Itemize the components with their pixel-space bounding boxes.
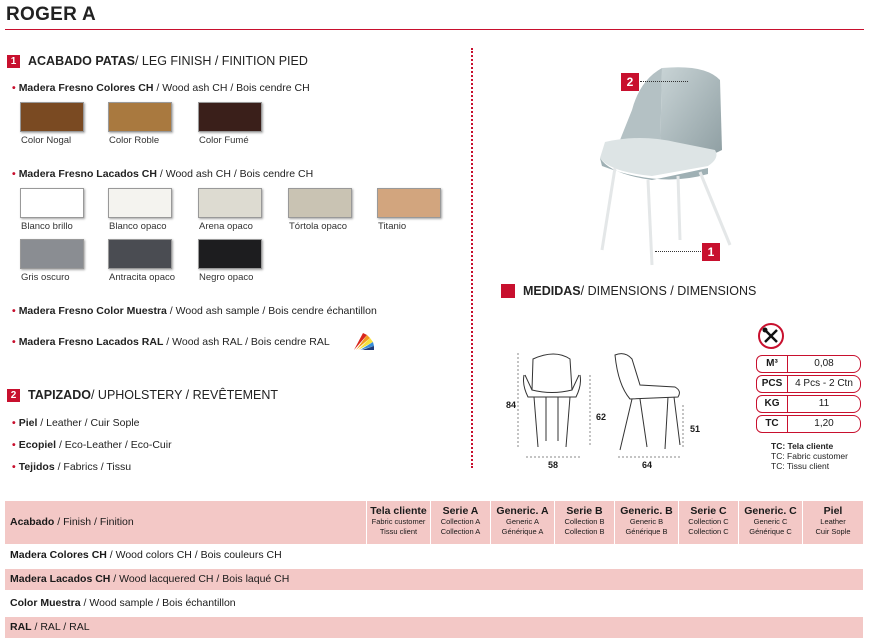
spec-value: 1,20 <box>788 415 861 433</box>
swatch-color-fume[interactable] <box>198 102 262 132</box>
swatch-color-roble[interactable] <box>108 102 172 132</box>
table-col-piel: Piel Leather Cuir Sople <box>802 501 863 544</box>
ral-color-fan-icon <box>351 330 377 352</box>
table-col-serie-b: Serie B Collection B Collection B <box>554 501 614 544</box>
swatch-label: Blanco opaco <box>109 221 167 232</box>
table-row: Madera Lacados CH / Wood lacquered CH / Bois laqué CH <box>5 569 863 590</box>
swatch-tortola-opaco[interactable] <box>288 188 352 218</box>
swatch-titanio[interactable] <box>377 188 441 218</box>
swatch-blanco-opaco[interactable] <box>108 188 172 218</box>
spec-value: 4 Pcs - 2 Ctn <box>788 375 861 393</box>
section-number-1: 1 <box>7 55 20 68</box>
tools-icon <box>758 323 784 349</box>
group-wood-ral-label: • Madera Fresno Lacados RAL / Wood ash RAL / Bois cendre RAL <box>12 336 330 348</box>
swatch-blanco-brillo[interactable] <box>20 188 84 218</box>
upholstery-item-leather: • Piel / Leather / Cuir Sople <box>12 417 140 429</box>
swatch-label: Negro opaco <box>199 272 254 283</box>
swatch-label: Gris oscuro <box>21 272 70 283</box>
swatch-label: Arena opaco <box>199 221 253 232</box>
dim-side-seat-height: 51 <box>690 424 701 434</box>
spec-value: 0,08 <box>788 355 861 373</box>
dim-side-height: 62 <box>596 412 607 422</box>
page-title: ROGER A <box>6 4 97 25</box>
swatch-arena-opaco[interactable] <box>198 188 262 218</box>
dimensions-marker <box>501 284 515 298</box>
table-col-generic-b: Generic. B Generic B Générique B <box>614 501 678 544</box>
upholstery-item-eco-leather: • Ecopiel / Eco-Leather / Eco-Cuir <box>12 439 172 451</box>
swatch-label: Titanio <box>378 221 407 232</box>
finish-table-first-header: Acabado / Finish / Finition <box>10 516 134 528</box>
spec-key: PCS <box>756 375 788 393</box>
group-wood-lacquered-label: • Madera Fresno Lacados CH / Wood ash CH / Bois cendre CH <box>12 168 314 180</box>
swatch-label: Blanco brillo <box>21 221 73 232</box>
tc-note: TC: Tela cliente TC: Fabric customer TC: Tissu client <box>771 441 848 471</box>
table-col-tela-cliente: Tela cliente Fabric customer Tissu client <box>366 501 430 544</box>
swatch-label: Tórtola opaco <box>289 221 348 232</box>
swatch-antracita-opaco[interactable] <box>108 239 172 269</box>
section-number-2: 2 <box>7 389 20 402</box>
table-col-serie-a: Serie A Collection A Collection A <box>430 501 490 544</box>
swatch-color-nogal[interactable] <box>20 102 84 132</box>
table-col-generic-c: Generic. C Generic C Générique C <box>738 501 802 544</box>
dimensions-heading: MEDIDAS / DIMENSIONS / DIMENSIONS <box>501 284 756 298</box>
spec-value: 11 <box>788 395 861 413</box>
dim-side-depth: 64 <box>642 460 653 470</box>
leg-finish-heading-rest: / LEG FINISH / FINITION PIED <box>134 54 308 68</box>
chair-photo <box>580 50 750 275</box>
group-wood-colors-label: • Madera Fresno Colores CH / Wood ash CH / Bois cendre CH <box>12 82 310 94</box>
spec-row-weight <box>756 395 861 413</box>
marker-leader-1 <box>655 251 701 252</box>
swatch-label: Color Fumé <box>199 135 249 146</box>
table-col-generic-a: Generic. A Generic A Générique A <box>490 501 554 544</box>
table-col-serie-c: Serie C Collection C Collection C <box>678 501 738 544</box>
title-rule <box>5 29 864 30</box>
marker-leader-2 <box>640 81 688 82</box>
table-row: Color Muestra / Wood sample / Bois échantillon <box>10 597 236 609</box>
group-wood-sample-label: • Madera Fresno Color Muestra / Wood ash sample / Bois cendre échantillon <box>12 305 377 317</box>
spec-row-tc <box>756 415 861 433</box>
swatch-negro-opaco[interactable] <box>198 239 262 269</box>
table-row: Madera Colores CH / Wood colors CH / Bois couleurs CH <box>10 549 282 561</box>
upholstery-item-fabrics: • Tejidos / Fabrics / Tissu <box>12 461 132 473</box>
vertical-dotted-separator <box>471 48 473 468</box>
swatch-label: Color Roble <box>109 135 160 146</box>
dim-front-height: 84 <box>506 400 517 410</box>
leg-finish-heading-bold: ACABADO PATAS <box>28 54 135 68</box>
spec-key: KG <box>756 395 788 413</box>
swatch-gris-oscuro[interactable] <box>20 239 84 269</box>
swatch-label: Antracita opaco <box>109 272 176 283</box>
dimension-drawings <box>500 345 700 473</box>
table-row: RAL / RAL / RAL <box>5 617 863 638</box>
spec-key: TC <box>756 415 788 433</box>
swatch-label: Color Nogal <box>21 135 72 146</box>
leg-finish-heading <box>7 54 308 68</box>
upholstery-heading: 2 TAPIZADO / UPHOLSTERY / REVÊTEMENT <box>7 388 278 402</box>
spec-row-volume <box>756 355 861 373</box>
spec-key: M³ <box>756 355 788 373</box>
spec-row-pieces <box>756 375 861 393</box>
dim-front-width: 58 <box>548 460 559 470</box>
photo-marker-1: 1 <box>702 243 720 261</box>
photo-marker-2: 2 <box>621 73 639 91</box>
